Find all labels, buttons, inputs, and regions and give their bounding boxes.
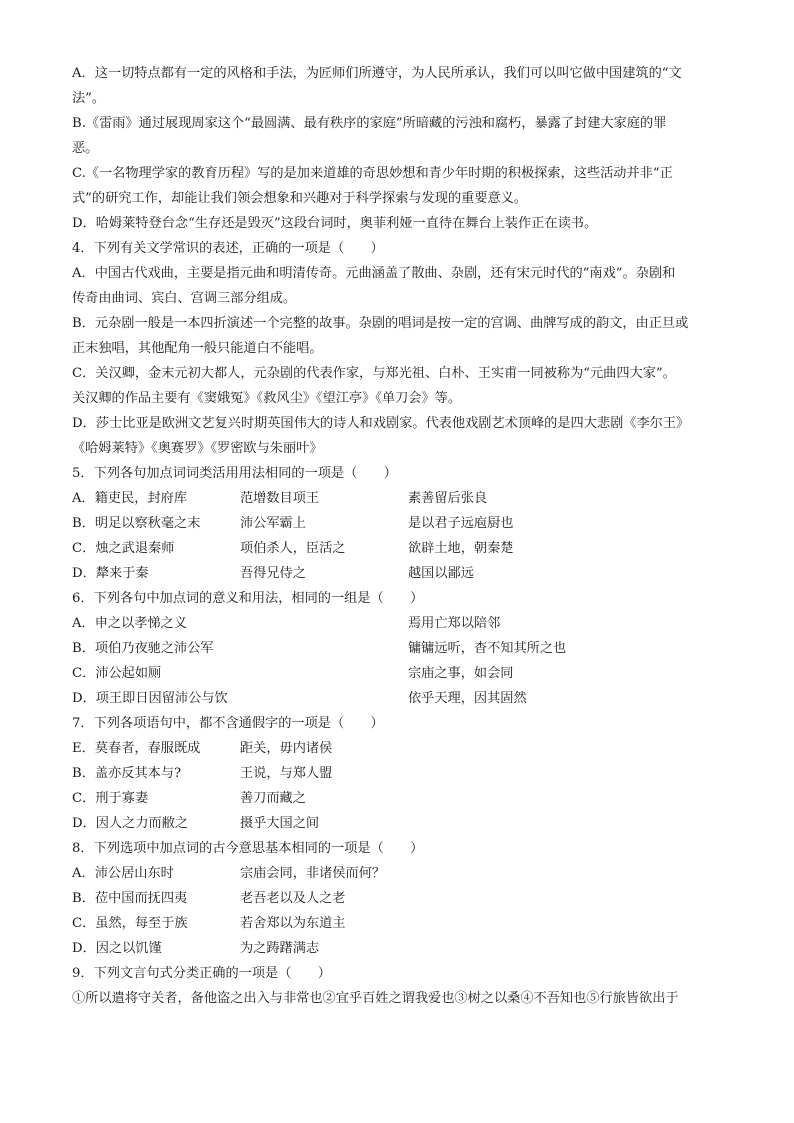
option-text: 范增数目项王	[240, 491, 320, 506]
question-5-option-b	[72, 511, 724, 536]
question-8-stem: 8．下列选项中加点词的古今意思基本相同的一项是（ ）	[72, 841, 424, 856]
text-line: 恶。	[72, 141, 99, 156]
option-text: C．虽然，每至于族	[72, 916, 188, 931]
text-line: B．元杂剧一般是一本四折演述一个完整的故事。杂剧的唱词是按一定的宫调、曲牌写成的韵文，由正旦或	[72, 316, 689, 331]
option-text: D．因之以饥馑	[72, 941, 162, 956]
option-text: 沛公军霸上	[240, 516, 306, 531]
option-text: A．籍吏民，封府库	[72, 491, 188, 506]
option-text: 老吾老以及人之老	[240, 891, 346, 906]
option-text: A．申之以孝悌之义	[72, 616, 188, 631]
question-6-option-d	[72, 686, 724, 711]
question-5-option-a	[72, 486, 724, 511]
option-text: 焉用亡郑以陪邻	[408, 616, 501, 631]
question-6-option-c	[72, 661, 724, 686]
option-text: 摄乎大国之间	[240, 816, 320, 831]
text-line: 《哈姆莱特》《奥赛罗》《罗密欧与朱丽叶》	[72, 441, 323, 456]
question-8-option-a	[72, 861, 724, 886]
option-text: C．刑于寡妻	[72, 791, 149, 806]
question-4-stem: 4．下列有关文学常识的表述，正确的一项是（ ）	[72, 241, 384, 256]
option-text: 依乎天理，因其固然	[408, 691, 527, 706]
option-text: D．项王即日因留沛公与饮	[72, 691, 228, 706]
question-5-stem: 5．下列各句加点词词类活用用法相同的一项是（ ）	[72, 466, 397, 481]
option-text: D．因人之力而敝之	[72, 816, 189, 831]
option-text: 项伯杀人，臣活之	[240, 541, 346, 556]
option-text: 距关，毋内诸侯	[240, 741, 333, 756]
question-6-option-a	[72, 611, 724, 636]
option-text: D．犛来于秦	[72, 566, 149, 581]
question-6-option-b	[72, 636, 724, 661]
question-9-stem: 9．下列文言句式分类正确的一项是（ ）	[72, 966, 331, 981]
text-line: 式”的研究工作，却能让我们领会想象和兴趣对于科学探索与发现的重要意义。	[72, 191, 528, 206]
question-7-stem: 7．下列各项语句中，都不含通假字的一项是（ ）	[72, 716, 384, 731]
text-line: 法”。	[72, 91, 106, 106]
option-text: C．烛之武退秦师	[72, 541, 175, 556]
option-text: A．沛公居山东时	[72, 866, 174, 881]
option-text: B．莅中国而抚四夷	[72, 891, 188, 906]
option-text: E．莫春者，春服既成	[72, 741, 201, 756]
question-5-option-d	[72, 561, 724, 586]
option-text: B．项伯乃夜驰之沛公军	[72, 641, 214, 656]
option-text: 吾得兄侍之	[240, 566, 306, 581]
question-8-option-b	[72, 886, 724, 911]
text-line: 正末独唱，其他配角一般只能道白不能唱。	[72, 341, 323, 356]
text-line: C.《一名物理学家的教育历程》写的是加来道雄的奇思妙想和青少年时期的积极探索，这些活动并非“正	[72, 166, 673, 181]
option-text: 镛镛远听，杳不知其所之也	[408, 641, 567, 656]
option-text: 越国以鄙远	[408, 566, 474, 581]
option-text: 若舍郑以为东道主	[240, 916, 346, 931]
question-7-option-c	[72, 786, 724, 811]
option-text: 善刀而藏之	[240, 791, 306, 806]
option-text: C．沛公起如厕	[72, 666, 162, 681]
question-5-option-c	[72, 536, 724, 561]
option-text: 欲辟土地，朝秦楚	[408, 541, 514, 556]
question-8-option-c	[72, 911, 724, 936]
option-text: 王说，与郑人盟	[240, 766, 333, 781]
question-9-sentences: ①所以遣将守关者，备他盗之出入与非常也②宜乎百姓之谓我爱也③树之以桑④不吾知也⑤行旅皆欲出于	[72, 991, 679, 1006]
question-7-option-e	[72, 736, 724, 761]
option-text: 宗庙之事，如会同	[408, 666, 514, 681]
text-line: D．莎士比亚是欧洲文艺复兴时期英国伟大的诗人和戏剧家。代表他戏剧艺术顶峰的是四大悲剧《李尔王》	[72, 416, 690, 431]
option-text: 宗庙会同，非诸侯而何？	[240, 866, 386, 881]
question-8-option-d	[72, 936, 724, 961]
question-7-option-b	[72, 761, 724, 786]
text-line: C．关汉卿，金末元初大都人，元杂剧的代表作家，与郑光祖、白朴、王实甫一同被称为“元曲四大家”。	[72, 366, 676, 381]
option-text: 是以君子远庖厨也	[408, 516, 514, 531]
text-line: A．这一切特点都有一定的风格和手法，为匠师们所遵守，为人民所承认，我们可以叫它做中国建筑的“文	[72, 66, 682, 81]
text-line: B.《雷雨》通过展现周家这个“最圆满、最有秩序的家庭”所暗藏的污浊和腐朽，暴露了封建大家庭的罪	[72, 116, 667, 131]
text-line: A．中国古代戏曲，主要是指元曲和明清传奇。元曲涵盖了散曲、杂剧，还有宋元时代的“南戏”。杂剧和	[72, 266, 676, 281]
question-7-option-d	[72, 811, 724, 836]
option-text: B．盖亦反其本与?	[72, 766, 182, 781]
document-body	[72, 61, 724, 1011]
option-text: 素善留后张良	[408, 491, 488, 506]
text-line: D．哈姆莱特登台念“生存还是毁灭”这段台词时，奥菲利娅一直待在舞台上装作正在读书。	[72, 216, 598, 231]
option-text: 为之踌躇满志	[240, 941, 320, 956]
question-6-stem: 6．下列各句中加点词的意义和用法，相同的一组是（ ）	[72, 591, 424, 606]
text-line: 关汉卿的作品主要有《窦娥冤》《救风尘》《望江亭》《单刀会》等。	[72, 391, 462, 406]
option-text: B．明足以察秋毫之末	[72, 516, 201, 531]
text-line: 传奇由曲词、宾白、宫调三部分组成。	[72, 291, 297, 306]
